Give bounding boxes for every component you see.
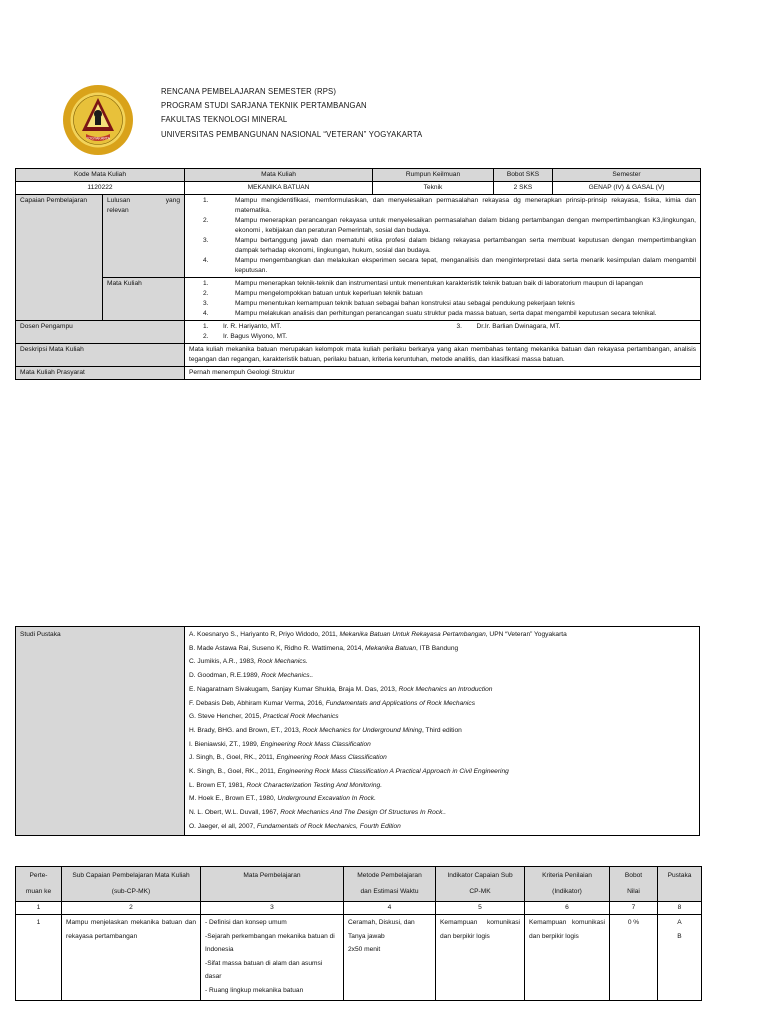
reference-authors: J. Singh, B., Goel, RK., 2011, (189, 754, 277, 762)
header-pertemuan (16, 867, 62, 902)
item-text: Mampu mengembangkan dan melakukan eksperimen secara tepat, menganalisis dan menginterpretasi data serta menarik kesimpulan dalam mengambil keputusan. (235, 257, 696, 274)
item-number: 1. (203, 197, 209, 204)
header-line: Sub Capaian Pembelajaran Mata Kuliah (72, 872, 190, 879)
item-text: Mampu mengidentifikasi, memformulasikan, dan menyelesaikan permasalahan rekayasa dg menerapkan prinsip-prinsip rekayasa, fisika, kimia dan matematika. (235, 197, 696, 214)
mk-list-cell (185, 278, 701, 321)
reference-authors: C. Jumikis, A.R., 1983, (189, 658, 258, 666)
reference-authors: N. L. Obert, W.L. Duvall, 1967, (189, 809, 281, 817)
dosen-name: Ir. Bagus Wiyono, MT. (223, 333, 288, 340)
column-number: 2 (62, 902, 201, 915)
pustaka-item (189, 683, 695, 697)
pustaka-item (189, 628, 695, 642)
header-line: Perte- (29, 872, 48, 879)
reference-title: Underground Excavation In Rock. (277, 795, 376, 803)
column-number: 5 (436, 902, 525, 915)
pustaka-item (189, 710, 695, 724)
course-code: 1120222 (16, 182, 185, 195)
pertemuan-number: 1 (16, 915, 62, 1001)
reference-authors: A. Koesnaryo S., Hariyanto R, Priyo Widodo, 2011, (189, 631, 340, 638)
pustaka-item (189, 697, 695, 711)
header-line-program: PROGRAM STUDI SARJANA TEKNIK PERTAMBANGAN (161, 100, 367, 111)
item-number: 4. (203, 257, 209, 264)
bobot-value: 0 % (610, 915, 658, 1001)
pustaka-item (189, 751, 695, 765)
header-line: Indikator Capaian Sub (447, 872, 513, 879)
header-line: CP-MK (469, 888, 491, 895)
item-number: 2. (203, 333, 209, 340)
list-item (189, 216, 696, 236)
header-sub-cpmk (62, 867, 201, 902)
item-text: Mampu mengelompokkan batuan untuk keperluan teknik batuan (235, 290, 423, 297)
pustaka-item (189, 669, 695, 683)
list-item (189, 279, 696, 289)
pustaka-item (189, 642, 695, 656)
reference-authors: B. Made Astawa Rai, Suseno K, Ridho R. Wattimena, 2014, (189, 644, 366, 652)
metode-cell (344, 915, 436, 1001)
header-line: muan ke (25, 888, 52, 895)
header-line: Pustaka (667, 872, 692, 879)
list-item (189, 299, 696, 309)
item-number: 3. (203, 237, 209, 244)
dosen-name: Dr.Ir. Barlian Dwinagara, MT. (476, 323, 561, 330)
pustaka-item (189, 779, 695, 793)
dosen-item (189, 332, 443, 342)
header-line: Metode Pembelajaran (357, 872, 422, 879)
header-kode: Kode Mata Kuliah (16, 169, 185, 182)
materi-item: - Ruang lingkup mekanika batuan (205, 986, 304, 994)
pustaka-item (189, 792, 695, 806)
course-name: MEKANIKA BATUAN (185, 182, 373, 195)
dosen-item (443, 322, 697, 332)
reference-authors: K. Singh, B., Goel, RK., 2011, (189, 768, 278, 776)
deskripsi-label: Deskripsi Mata Kuliah (16, 344, 185, 367)
dosen-name: Ir. R. Hariyanto, MT. (223, 323, 282, 330)
pustaka-label: Studi Pustaka (16, 627, 185, 836)
item-number: 4. (203, 310, 209, 317)
pustaka-item (189, 724, 695, 738)
item-number: 3. (456, 323, 462, 330)
reference-authors: I. Bieniawski, ZT., 1989, (189, 740, 261, 748)
reference-title: Fundamentals and Applications of Rock Mechanics (325, 699, 475, 707)
course-field: Teknik (373, 182, 494, 195)
header-rumpun: Rumpun Keilmuan (373, 169, 494, 182)
header-line: Mata Pembelajaran (243, 872, 301, 879)
header-kriteria (525, 867, 610, 902)
column-number: 4 (344, 902, 436, 915)
item-number: 2. (203, 290, 209, 297)
pustaka-item (189, 820, 695, 834)
header-pustaka (658, 867, 702, 902)
pustaka-list-cell (185, 627, 700, 836)
lulusan-label-b: yang (165, 197, 180, 204)
weekly-plan-table (15, 866, 702, 1001)
header-line: Bobot (624, 872, 643, 879)
item-number: 1. (203, 323, 209, 330)
lulusan-list (189, 196, 696, 276)
materi-item: - Definisi dan konsep umum (205, 919, 287, 926)
lulusan-list-cell (185, 195, 701, 278)
reference-title: Practical Rock Mechanics (263, 713, 339, 721)
header-semester: Semester (553, 169, 701, 182)
pustaka-list (189, 628, 695, 834)
column-number: 3 (201, 902, 344, 915)
header-line-rps: RENCANA PEMBELAJARAN SEMESTER (RPS) (161, 86, 337, 96)
capaian-label: Capaian Pembelajaran (16, 195, 103, 321)
course-semester: GENAP (IV) & GASAL (V) (553, 182, 701, 195)
column-number: 8 (658, 902, 702, 915)
pustaka-ref: A (677, 919, 682, 926)
header-bobot: Bobot SKS (494, 169, 553, 182)
reference-title: Rock Characterization Testing And Monitoring. (246, 781, 383, 789)
pustaka-ref: B (677, 932, 682, 940)
metode-line: 2x50 menit (348, 946, 381, 953)
mk-list (189, 279, 696, 319)
header-indikator (436, 867, 525, 902)
sub-cpmk-text: Mampu menjelaskan mekanika batuan dan rekayasa pertambangan (62, 915, 201, 1001)
reference-publisher: , ITB Bandung (416, 644, 459, 652)
reference-title: Rock Mechanics for Underground Mining (302, 726, 422, 734)
metode-line: Tanya jawab (348, 932, 385, 940)
reference-title: Mekanika Batuan (365, 644, 416, 652)
reference-authors: F. Debasis Deb, Abhiram Kumar Verma, 2016, (189, 699, 326, 707)
item-text: Mampu melakukan analisis dan perhitungan perancangan suatu struktur pada massa batuan, serta dapat mengambil keputusan secara teknikal. (235, 310, 657, 317)
metode-line: Ceramah, Diskusi, dan (348, 919, 415, 926)
reference-authors: E. Nagaratnam Sivakugam, Sanjay Kumar Shukla, Braja M. Das, 2013, (189, 685, 399, 693)
reference-authors: L. Brown ET, 1981, (189, 781, 247, 789)
pustaka-item (189, 765, 695, 779)
column-number: 6 (525, 902, 610, 915)
header-line-faculty: FAKULTAS TEKNOLOGI MINERAL (161, 114, 288, 125)
lulusan-label-a: Lulusan (107, 197, 131, 204)
reference-title: Mekanika Batuan Untuk Rekayasa Pertambangan (339, 631, 486, 638)
lulusan-label-c: relevan (107, 207, 129, 214)
reference-title: Engineering Rock Mass Classification (276, 754, 387, 762)
header-metode (344, 867, 436, 902)
item-text: Mampu menentukan kemampuan teknik batuan sebagai bahan konstruksi atau sebagai pendukung pekerjaan teknis (235, 300, 575, 307)
references-table (15, 626, 700, 836)
list-item (189, 256, 696, 276)
lulusan-label (103, 195, 185, 278)
list-item (189, 236, 696, 256)
reference-authors: H. Brady, BHG. and Brown, ET., 2013, (189, 726, 303, 734)
pustaka-item (189, 655, 695, 669)
item-number: 1. (203, 280, 209, 287)
reference-title: Rock Mechanics And The Design Of Structures In Rock.. (280, 809, 447, 817)
materi-item: -Sejarah perkembangan mekanika batuan di Indonesia (205, 932, 335, 953)
table-row (16, 915, 702, 1001)
item-number: 3. (203, 300, 209, 307)
pustaka-item (189, 806, 695, 820)
deskripsi-text: Mata kuliah mekanika batuan merupakan kelompok mata kuliah perilaku berkarya yang akan membahas tentang mekanika batuan dan rekayasa pertambangan, analisis tegangan dan regangan, karakteristik batuan, perilaku batuan, kriteria keruntuhan, metode analitis, dan klasifikasi massa batuan. (185, 344, 701, 367)
indikator-text: Kemampuan komunikasi dan berpikir logis (436, 915, 525, 1001)
header-bobot-nilai (610, 867, 658, 902)
reference-authors: M. Hoek E., Brown ET., 1980, (189, 795, 278, 803)
pustaka-refs (658, 915, 702, 1001)
header-line: dan Estimasi Waktu (360, 888, 419, 895)
header-mata-pembelajaran (201, 867, 344, 902)
header-line: Kriteria Penilaian (542, 872, 592, 879)
header-line: Nilai (627, 888, 640, 895)
reference-title: Engineering Rock Mass Classification (260, 740, 371, 748)
course-credits: 2 SKS (494, 182, 553, 195)
reference-publisher: , UPN “Veteran” Yogyakarta (485, 631, 567, 638)
reference-title: Fundamentals of Rock Mechanics, Fourth Edition (256, 822, 401, 830)
prasyarat-label: Mata Kuliah Prasyarat (16, 367, 185, 380)
dosen-item (189, 322, 443, 332)
logo-banner-text: YOGYAKARTA (85, 136, 111, 141)
item-number: 2. (203, 217, 209, 224)
materi-cell (201, 915, 344, 1001)
university-logo (62, 84, 134, 156)
item-text: Mampu menerapkan perancangan rekayasa untuk menyelesaikan permasalahan dalam bidang pertambangan dengan mempertimbangkan K3,lingkungan, ekonomi , kebijakan dan peraturan Pemerintah, sosial dan budaya. (235, 217, 696, 234)
mk-label: Mata Kuliah (103, 278, 185, 321)
materi-item: -Sifat massa batuan di alam dan asumsi dasar (205, 959, 323, 980)
dosen-cell (185, 321, 701, 344)
list-item (189, 196, 696, 216)
reference-authors: D. Goodman, R.E.1989, (189, 672, 262, 680)
header-line: (Indikator) (552, 888, 582, 895)
column-number: 1 (16, 902, 62, 915)
reference-title: Engineering Rock Mass Classification A Practical Approach in Civil Engineering (277, 768, 509, 776)
course-info-table (15, 168, 701, 380)
header-line-university: UNIVERSITAS PEMBANGUNAN NASIONAL “VETERAN” YOGYAKARTA (161, 128, 423, 139)
dosen-label: Dosen Pengampu (16, 321, 185, 344)
reference-title: Rock Mechanics an Introduction (398, 685, 493, 693)
document-header (161, 84, 581, 141)
reference-authors: G. Steve Hencher, 2015, (189, 713, 264, 721)
item-text: Mampu bertanggung jawab dan mematuhi etika profesi dalam bidang rekayasa pertambangan serta membuat keputusan dengan mempertimbangkan dampak terhadap ekonomi, lingkungan, hukum, sosial dan budaya. (235, 237, 696, 254)
item-text: Mampu menerapkan teknik-teknik dan instrumentasi untuk menentukan karakteristik teknik batuan baik di laboratorium maupun di lapangan (235, 280, 643, 287)
reference-title: Rock Mechanics. (257, 658, 308, 666)
list-item (189, 309, 696, 319)
reference-publisher: , Third edition (421, 726, 462, 734)
reference-authors: O. Jaeger, el all, 2007, (189, 822, 257, 830)
column-number: 7 (610, 902, 658, 915)
pustaka-item (189, 738, 695, 752)
list-item (189, 289, 696, 299)
kriteria-text: Kemampuan komunikasi dan berpikir logis (525, 915, 610, 1001)
reference-title: Rock Mechanics.. (261, 672, 314, 680)
prasyarat-text: Pernah menempuh Geologi Struktur (185, 367, 701, 380)
header-line: (sub-CP-MK) (111, 888, 151, 895)
header-mata-kuliah: Mata Kuliah (185, 169, 373, 182)
